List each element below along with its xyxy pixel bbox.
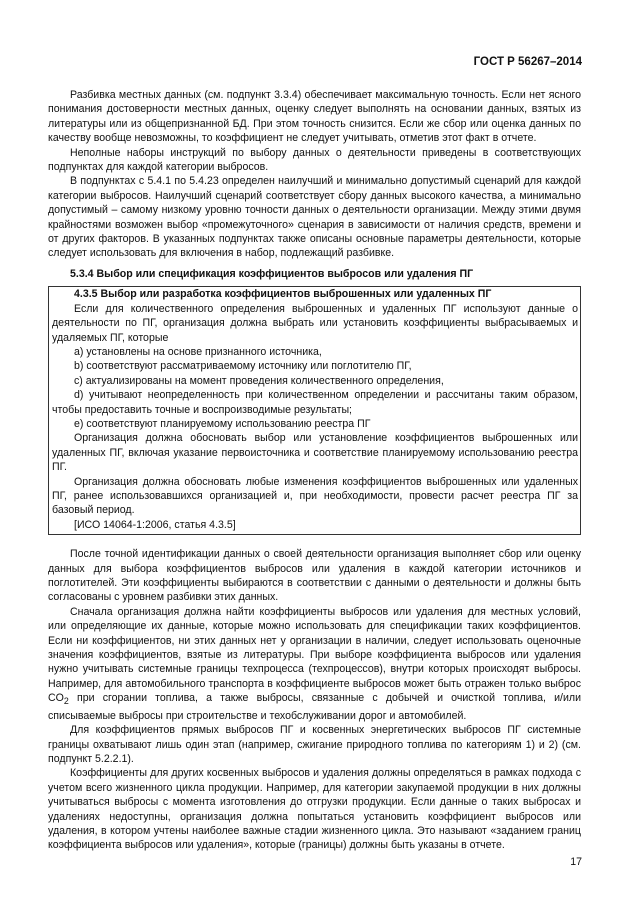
page-number: 17 xyxy=(570,856,582,868)
subscript: 2 xyxy=(63,696,69,707)
paragraph: Неполные наборы инструкций по выбору данных о деятельности приведены в соответствующих подпунктах для каждой категории выбросов. xyxy=(48,146,581,174)
paragraph: Разбивка местных данных (см. подпункт 3.3.4) обеспечивает максимальную точность. Если нет ясного понимания достоверности местных данных, оценку следует выполнять на основании данных, взятых из литературы или из общепризнанной БД. При этом точность снизится. Если же сбор или оценка данных по качеству вообще невозможны, то коэффициент не следует учитывать, отметив этот факт в отчете. xyxy=(48,89,581,145)
paragraph-co2 xyxy=(48,605,581,723)
document-header-standard: ГОСТ Р 56267–2014 xyxy=(473,56,582,68)
list-item: b) соответствуют рассматриваемому источнику или поглотителю ПГ, xyxy=(74,360,412,373)
list-item: a) установлены на основе признанного источника, xyxy=(74,345,322,358)
paragraph: Коэффициенты для других косвенных выбросов и удаления должны определяться в рамках подхода с учетом всего жизненного цикла продукции. Например, для категории закупаемой продукции в них должны учитываться выбросы с момента изготовления до отгрузки продукции. Если данные о таких выбросах и удалениях недоступны, организация должна попытаться установить коэффициент выбросов или удаления, в котором учтены наиболее важные стадии жизненного цикла. Это называют «заданием границ коэффициента выбросов или удаления», которые (границы) должны быть указаны в отчете. xyxy=(48,767,581,852)
quoted-standard-box xyxy=(48,286,581,535)
box-reference: [ИСО 14064-1:2006, статья 4.3.5] xyxy=(74,518,236,531)
page-content xyxy=(48,88,581,853)
paragraph: После точной идентификации данных о своей деятельности организация выполняет сбор или оценку данных для выбора коэффициентов выбросов или удаления в каждой категории источников и поглотителей. Эти коэффициенты выбираются в соответствии с данными о деятельности и должны быть согласованы с уровнем разбивки этих данных. xyxy=(48,548,581,604)
box-title: 4.3.5 Выбор или разработка коэффициентов выброшенных или удаленных ПГ xyxy=(74,288,492,301)
list-item: e) соответствуют планируемому использованию реестра ПГ xyxy=(74,417,371,430)
paragraph: Для коэффициентов прямых выбросов ПГ и косвенных энергетических выбросов ПГ системные границы охватывают лишь один этап (например, сжигание природного топлива по категориям 1) и 2) (см. подпункт 5.2.2.1). xyxy=(48,724,581,765)
list-item: d) учитывают неопределенность при количественном определении и рассчитаны таким образом, чтобы предоставить точные и воспроизводимые результаты; xyxy=(52,389,578,416)
list-item: c) актуализированы на момент проведения количественного определения, xyxy=(74,374,444,387)
text-segment: Сначала организация должна найти коэффициенты выбросов или удаления для местных условий, или определяющие их данные, которые можно использовать для спецификации таких коэффициентов. Если ни коэффициентов, ни этих данных нет у организации в наличии, следует использовать оценочные значения коэффициентов, взятые из литературы. При выборе коэффициента выбросов или удаления нужно учитывать системные границы техпроцесса (техпроцессов), внутри которых происходят выбросы. Например, для автомобильного транспорта в коэффициенте выбросов может быть отражен только выброс CO xyxy=(48,605,581,705)
paragraph: В подпунктах с 5.4.1 по 5.4.23 определен наилучший и минимально допустимый сценарий для каждой категории выбросов. Наилучший сценарий соответствует сбору данных высокого качества, а минимально допустимый – самому низкому уровню точности данных о деятельности организации. Между этими двумя крайностями возможен выбор «промежуточного» сценария в зависимости от наличия средств, времени и от других факторов. В указанных подпунктах также описаны основные параметры деятельности, которые следует использовать для включения в набор, подлежащий разбивке. xyxy=(48,175,581,260)
box-paragraph: Организация должна обосновать любые изменения коэффициентов выброшенных или удаленных ПГ, ранее использовавшихся организацией и, при необходимости, провести расчет реестра ПГ за базовый период. xyxy=(52,475,578,517)
box-intro: Если для количественного определения выброшенных и удаленных ПГ используют данные о деятельности по ПГ, организация должна выбрать или установить коэффициенты выбрасываемых и удаляемых ПГ, которые xyxy=(52,302,578,344)
text-segment: при сгорании топлива, а также выбросы, связанные с добычей и очисткой топлива, и/или списываемые выбросы при строительстве и техобслуживании дорог и автомобилей. xyxy=(48,692,581,722)
section-heading: 5.3.4 Выбор или спецификация коэффициентов выбросов или удаления ПГ xyxy=(70,267,474,280)
box-paragraph: Организация должна обосновать выбор или установление коэффициентов выброшенных или удаленных ПГ, включая указание первоисточника и соответствие планируемому использованию реестра ПГ. xyxy=(52,432,578,474)
